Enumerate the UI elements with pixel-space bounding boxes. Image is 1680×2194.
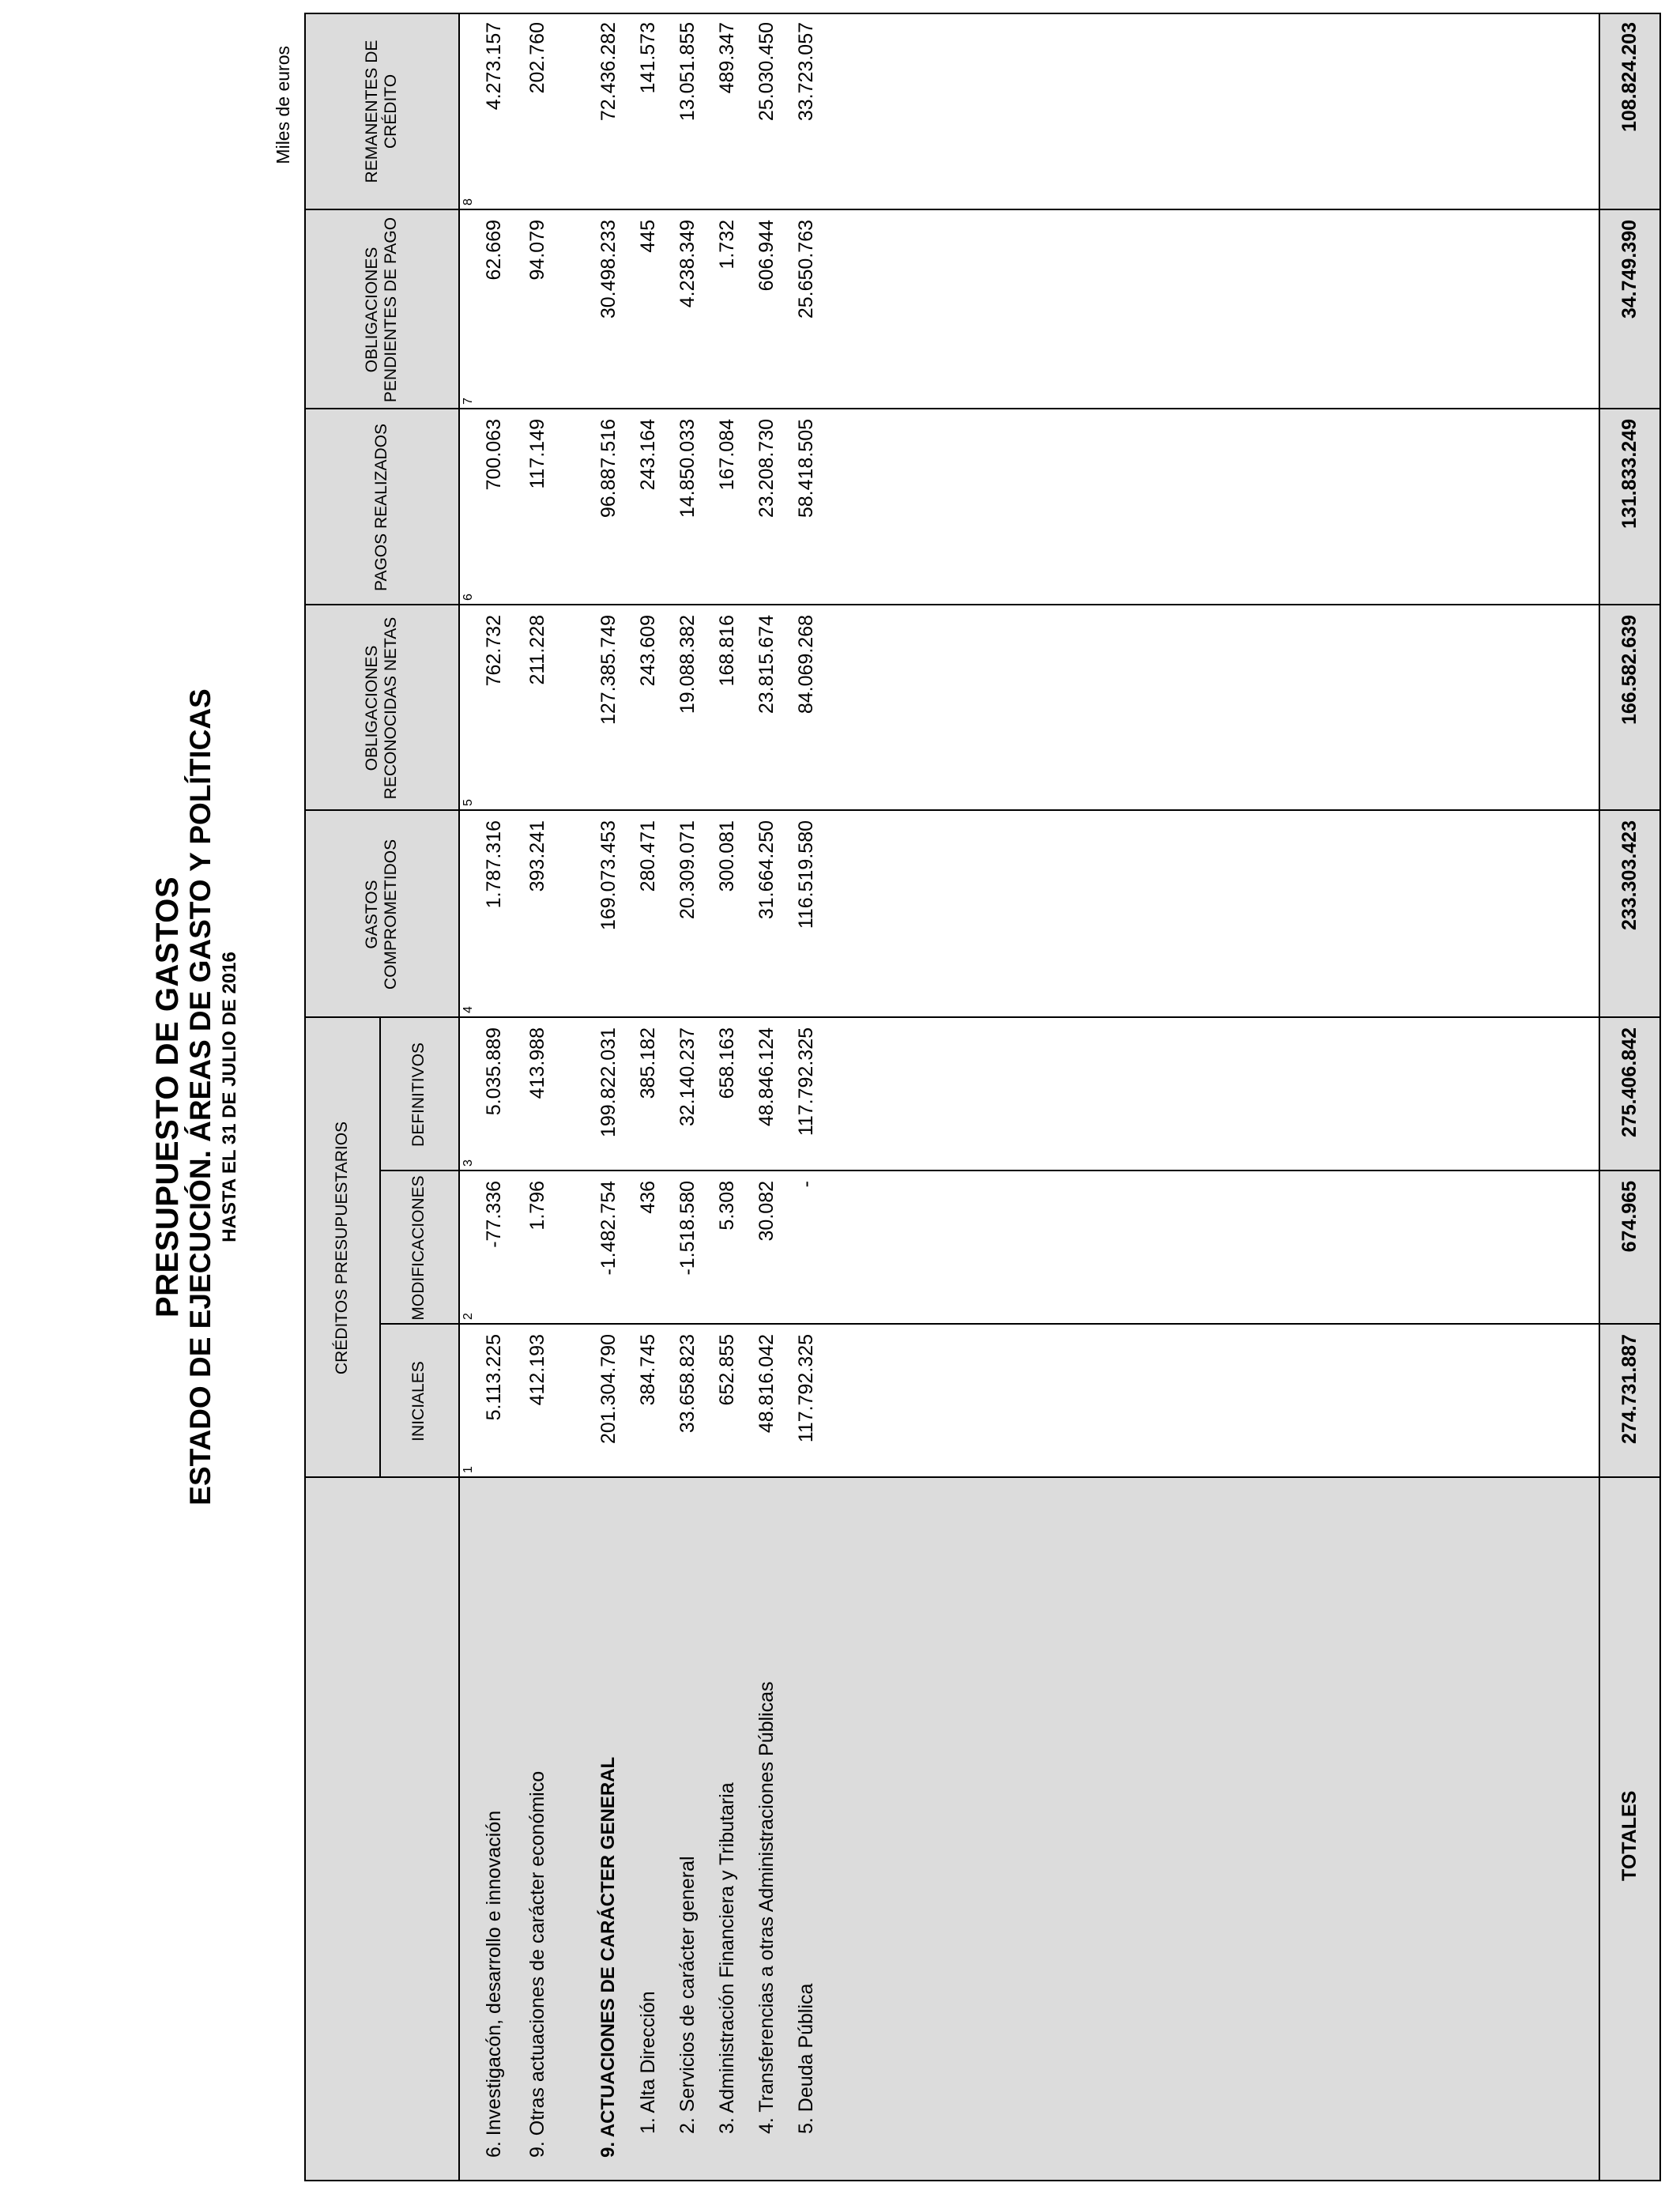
column-rule: [304, 604, 1661, 605]
cell-value: 5.308: [716, 1181, 738, 1231]
cell-value: 393.241: [526, 820, 548, 892]
cell-value: 243.164: [637, 419, 659, 491]
cell-value: 199.822.031: [597, 1027, 620, 1138]
column-rule: [304, 1016, 1661, 1018]
cell-value: 116.519.580: [795, 820, 817, 929]
cell-value: -77.336: [483, 1181, 505, 1248]
row-label: 2. Servicios de carácter general: [676, 1856, 699, 2134]
page-subtitle: ESTADO DE EJECUCIÓN. ÁREAS DE GASTO Y POLÍTICAS: [184, 688, 217, 1506]
cell-value: 117.792.325: [795, 1027, 817, 1137]
page-date: HASTA EL 31 DE JULIO DE 2016: [219, 952, 240, 1242]
totals-value: 34.749.390: [1618, 220, 1640, 319]
cell-value: 700.063: [483, 419, 505, 491]
cell-value: -1.518.580: [676, 1181, 699, 1276]
column-header-3: DEFINITIVOS: [409, 1042, 428, 1147]
column-number-3: 3: [461, 1159, 475, 1167]
cell-value: 201.304.790: [597, 1334, 620, 1445]
cell-value: 33.658.823: [676, 1334, 699, 1434]
cell-value: 96.887.516: [597, 419, 620, 518]
totals-label: TOTALES: [1618, 1790, 1640, 1881]
cell-value: 606.944: [755, 220, 778, 292]
row-label: 5. Deuda Pública: [795, 1983, 817, 2134]
totals-value: 108.824.203: [1618, 22, 1640, 133]
cell-value: 385.182: [637, 1027, 659, 1099]
cell-value: 84.069.268: [795, 615, 817, 714]
cell-value: 169.073.453: [597, 820, 620, 931]
row-label: 6. Investigacón, desarrollo e innovación: [483, 1810, 505, 2158]
cell-value: -: [795, 1181, 817, 1188]
totals-value: 166.582.639: [1618, 615, 1640, 726]
table-border-right: [304, 13, 1661, 14]
cell-value: 168.816: [716, 615, 738, 687]
column-number-6: 6: [461, 594, 475, 601]
cell-value: 33.723.057: [795, 22, 817, 122]
cell-value: 72.436.282: [597, 22, 620, 122]
cell-value: -1.482.754: [597, 1181, 620, 1276]
cell-value: 1.796: [526, 1181, 548, 1231]
column-rule: [304, 209, 1661, 210]
cell-value: 30.082: [755, 1181, 778, 1242]
cell-value: 20.309.071: [676, 820, 699, 920]
column-number-8: 8: [461, 198, 475, 205]
row-label: 3. Administración Financiera y Tributaria: [716, 1782, 738, 2134]
cell-value: 412.193: [526, 1334, 548, 1406]
cell-value: 62.669: [483, 220, 505, 281]
totals-rule: [1599, 13, 1600, 2181]
cell-value: 23.815.674: [755, 615, 778, 714]
cell-value: 167.084: [716, 419, 738, 491]
column-header-5: OBLIGACIONES RECONOCIDAS NETAS: [362, 616, 400, 800]
table-border-left: [304, 2180, 1661, 2181]
column-rule: [304, 1476, 1661, 1478]
row-label: 4. Transferencias a otras Administraciones Públicas: [755, 1681, 778, 2134]
totals-value: 275.406.842: [1618, 1027, 1640, 1138]
cell-value: 127.385.749: [597, 615, 620, 726]
cell-value: 25.650.763: [795, 220, 817, 319]
group-header-creditos: CRÉDITOS PRESUPUESTARIOS: [332, 1121, 351, 1375]
cell-value: 14.850.033: [676, 419, 699, 518]
column-header-6: PAGOS REALIZADOS: [371, 424, 390, 591]
units-label: Miles de euros: [273, 46, 293, 164]
cell-value: 31.664.250: [755, 820, 778, 920]
cell-value: 48.846.124: [755, 1027, 778, 1127]
column-rule: [304, 408, 1661, 409]
cell-value: 300.081: [716, 820, 738, 892]
row-label: 9. ACTUACIONES DE CARÁCTER GENERAL: [597, 1756, 619, 2158]
column-number-7: 7: [461, 398, 475, 405]
cell-value: 23.208.730: [755, 419, 778, 518]
column-header-2: MODIFICACIONES: [409, 1175, 428, 1321]
cell-value: 243.609: [637, 615, 659, 687]
column-number-2: 2: [461, 1313, 475, 1320]
totals-value: 233.303.423: [1618, 820, 1640, 931]
cell-value: 280.471: [637, 820, 659, 892]
column-number-1: 1: [461, 1466, 475, 1473]
cell-value: 5.113.225: [483, 1334, 505, 1421]
cell-value: 211.228: [526, 615, 548, 685]
cell-value: 489.347: [716, 22, 738, 94]
column-number-4: 4: [461, 1006, 475, 1013]
cell-value: 32.140.237: [676, 1027, 699, 1127]
cell-value: 25.030.450: [755, 22, 778, 122]
row-label: 1. Alta Dirección: [637, 1991, 659, 2134]
column-header-8: REMANENTES DE CRÉDITO: [362, 40, 400, 183]
cell-value: 658.163: [716, 1027, 738, 1099]
totals-value: 274.731.887: [1618, 1334, 1640, 1445]
column-header-7: OBLIGACIONES PENDIENTES DE PAGO: [362, 217, 400, 403]
header-rule: [458, 13, 460, 2181]
table-border-bottom: [1659, 13, 1661, 2181]
column-rule: [379, 1170, 1661, 1171]
cell-value: 436: [637, 1181, 659, 1214]
cell-value: 48.816.042: [755, 1334, 778, 1434]
cell-value: 384.745: [637, 1334, 659, 1406]
cell-value: 1.732: [716, 220, 738, 270]
cell-value: 30.498.233: [597, 220, 620, 319]
page-title: PRESUPUESTO DE GASTOS: [150, 876, 185, 1318]
cell-value: 445: [637, 220, 659, 253]
cell-value: 58.418.505: [795, 419, 817, 518]
column-number-5: 5: [461, 799, 475, 806]
cell-value: 652.855: [716, 1334, 738, 1406]
cell-value: 4.238.349: [676, 220, 699, 308]
cell-value: 413.988: [526, 1027, 548, 1099]
cell-value: 1.787.316: [483, 820, 505, 909]
column-header-4: GASTOS COMPROMETIDOS: [362, 839, 400, 990]
column-rule: [304, 809, 1661, 811]
column-rule: [379, 1323, 1661, 1325]
cell-value: 141.573: [637, 22, 659, 94]
cell-value: 4.273.157: [483, 22, 505, 111]
cell-value: 762.732: [483, 615, 505, 687]
cell-value: 202.760: [526, 22, 548, 94]
totals-value: 131.833.249: [1618, 419, 1640, 530]
cell-value: 117.149: [526, 419, 548, 489]
column-header-1: INICIALES: [409, 1361, 428, 1442]
row-label: 9. Otras actuaciones de carácter económico: [526, 1770, 548, 2158]
cell-value: 13.051.855: [676, 22, 699, 122]
label-column-band: [458, 1478, 1599, 2181]
cell-value: 117.792.325: [795, 1334, 817, 1443]
cell-value: 19.088.382: [676, 615, 699, 714]
totals-value: 674.965: [1618, 1181, 1640, 1253]
cell-value: 94.079: [526, 220, 548, 281]
cell-value: 5.035.889: [483, 1027, 505, 1116]
